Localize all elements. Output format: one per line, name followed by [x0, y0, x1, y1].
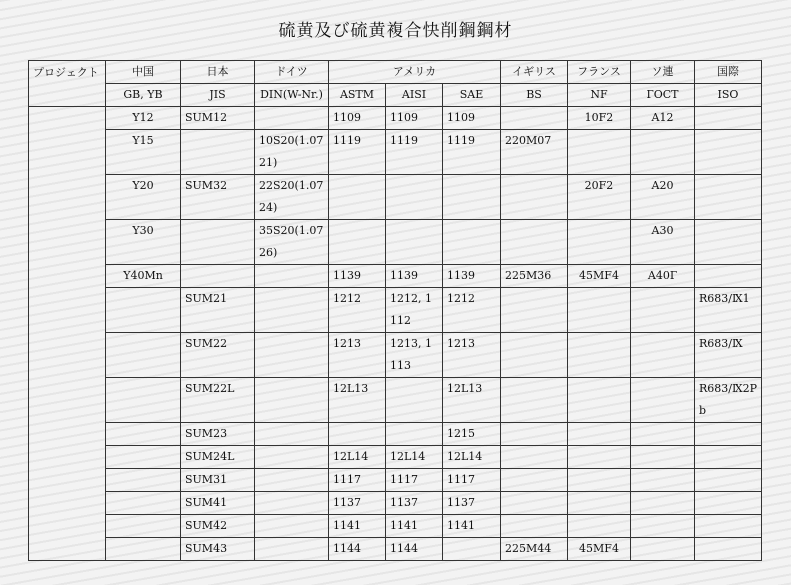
cell-gost	[631, 515, 695, 538]
cell-iso	[695, 446, 762, 469]
cell-gb	[106, 492, 181, 515]
project-column-blank	[29, 107, 106, 561]
cell-aisi	[386, 175, 443, 220]
cell-bs: 225M36	[501, 265, 568, 288]
cell-gost	[631, 130, 695, 175]
cell-iso: R683/Ⅸ2Pb	[695, 378, 762, 423]
subheader-sae: SAE	[443, 84, 501, 107]
cell-gost: A30	[631, 220, 695, 265]
cell-jis: SUM12	[181, 107, 255, 130]
cell-sae: 1212	[443, 288, 501, 333]
cell-nf	[568, 333, 631, 378]
header-uk: イギリス	[501, 61, 568, 84]
cell-gost	[631, 446, 695, 469]
page-title: 硫黄及び硫黄複合快削鋼鋼材	[278, 21, 513, 41]
subheader-bs: BS	[501, 84, 568, 107]
cell-astm: 1212	[329, 288, 386, 333]
cell-din	[255, 288, 329, 333]
cell-bs: 220M07	[501, 130, 568, 175]
table-row	[29, 515, 762, 538]
cell-bs	[501, 288, 568, 333]
cell-jis: SUM43	[181, 538, 255, 561]
cell-aisi: 1139	[386, 265, 443, 288]
table-row	[29, 423, 762, 446]
cell-nf	[568, 515, 631, 538]
cell-gost	[631, 492, 695, 515]
table-row	[29, 107, 762, 130]
cell-bs	[501, 446, 568, 469]
cell-astm	[329, 220, 386, 265]
cell-aisi: 12L14	[386, 446, 443, 469]
cell-sae: 1141	[443, 515, 501, 538]
cell-iso	[695, 220, 762, 265]
subheader-row	[29, 84, 762, 107]
cell-din	[255, 107, 329, 130]
cell-gost	[631, 423, 695, 446]
cell-jis: SUM21	[181, 288, 255, 333]
cell-bs	[501, 469, 568, 492]
cell-nf	[568, 130, 631, 175]
cell-din	[255, 538, 329, 561]
cell-sae: 1117	[443, 469, 501, 492]
cell-jis: SUM42	[181, 515, 255, 538]
cell-din	[255, 423, 329, 446]
cell-jis: SUM41	[181, 492, 255, 515]
header-intl: 国際	[695, 61, 762, 84]
header-row	[29, 61, 762, 84]
subheader-nf: NF	[568, 84, 631, 107]
steel-grade-table	[28, 60, 762, 561]
table-row	[29, 333, 762, 378]
cell-nf	[568, 469, 631, 492]
subheader-gost: ГОСТ	[631, 84, 695, 107]
cell-gost: A20	[631, 175, 695, 220]
cell-astm	[329, 423, 386, 446]
header-germany: ドイツ	[255, 61, 329, 84]
cell-jis: SUM32	[181, 175, 255, 220]
cell-astm: 1141	[329, 515, 386, 538]
header-ussr: ソ連	[631, 61, 695, 84]
cell-din	[255, 469, 329, 492]
header-china: 中国	[106, 61, 181, 84]
cell-nf	[568, 446, 631, 469]
cell-gb	[106, 423, 181, 446]
subheader-aisi: AISI	[386, 84, 443, 107]
cell-aisi: 1144	[386, 538, 443, 561]
cell-iso	[695, 469, 762, 492]
cell-din: 35S20(1.0726)	[255, 220, 329, 265]
cell-gost	[631, 333, 695, 378]
cell-din: 10S20(1.0721)	[255, 130, 329, 175]
cell-nf	[568, 492, 631, 515]
cell-gb: Y30	[106, 220, 181, 265]
subheader-jis: JIS	[181, 84, 255, 107]
cell-nf	[568, 378, 631, 423]
table-row	[29, 378, 762, 423]
cell-gost	[631, 378, 695, 423]
cell-jis: SUM23	[181, 423, 255, 446]
cell-aisi: 1213, 1113	[386, 333, 443, 378]
cell-sae: 1119	[443, 130, 501, 175]
cell-gost: A40Г	[631, 265, 695, 288]
cell-bs	[501, 175, 568, 220]
subheader-iso: ISO	[695, 84, 762, 107]
cell-bs	[501, 220, 568, 265]
cell-gb: Y40Mn	[106, 265, 181, 288]
cell-din	[255, 515, 329, 538]
cell-aisi: 1137	[386, 492, 443, 515]
cell-gost	[631, 538, 695, 561]
cell-iso	[695, 515, 762, 538]
cell-bs: 225M44	[501, 538, 568, 561]
table-row	[29, 492, 762, 515]
cell-nf	[568, 423, 631, 446]
cell-sae: 1137	[443, 492, 501, 515]
header-france: フランス	[568, 61, 631, 84]
cell-gb: Y15	[106, 130, 181, 175]
cell-aisi	[386, 378, 443, 423]
cell-jis: SUM31	[181, 469, 255, 492]
cell-jis	[181, 130, 255, 175]
cell-sae: 1139	[443, 265, 501, 288]
cell-astm: 12L13	[329, 378, 386, 423]
cell-gost: A12	[631, 107, 695, 130]
table-row	[29, 265, 762, 288]
cell-sae: 1213	[443, 333, 501, 378]
cell-iso	[695, 175, 762, 220]
cell-bs	[501, 333, 568, 378]
cell-iso	[695, 492, 762, 515]
cell-gost	[631, 288, 695, 333]
cell-sae	[443, 220, 501, 265]
cell-iso	[695, 107, 762, 130]
cell-iso: R683/Ⅸ1	[695, 288, 762, 333]
cell-astm: 1137	[329, 492, 386, 515]
cell-bs	[501, 378, 568, 423]
cell-astm: 1144	[329, 538, 386, 561]
cell-gb: Y20	[106, 175, 181, 220]
cell-aisi: 1141	[386, 515, 443, 538]
table-row	[29, 469, 762, 492]
cell-gb	[106, 446, 181, 469]
cell-sae: 1109	[443, 107, 501, 130]
subheader-astm: ASTM	[329, 84, 386, 107]
cell-jis: SUM22	[181, 333, 255, 378]
cell-nf	[568, 288, 631, 333]
cell-gost	[631, 469, 695, 492]
cell-astm: 1109	[329, 107, 386, 130]
cell-aisi: 1109	[386, 107, 443, 130]
cell-gb	[106, 515, 181, 538]
subheader-gb: GB, YB	[106, 84, 181, 107]
cell-bs	[501, 492, 568, 515]
cell-astm: 1213	[329, 333, 386, 378]
cell-jis: SUM22L	[181, 378, 255, 423]
cell-jis	[181, 220, 255, 265]
cell-astm: 1119	[329, 130, 386, 175]
cell-astm: 1139	[329, 265, 386, 288]
cell-sae	[443, 175, 501, 220]
cell-aisi: 1212, 1112	[386, 288, 443, 333]
table-row	[29, 220, 762, 265]
cell-din	[255, 492, 329, 515]
table-row	[29, 538, 762, 561]
cell-sae: 12L13	[443, 378, 501, 423]
table-row	[29, 130, 762, 175]
cell-nf: 45MF4	[568, 538, 631, 561]
cell-aisi: 1119	[386, 130, 443, 175]
cell-bs	[501, 423, 568, 446]
cell-nf: 45MF4	[568, 265, 631, 288]
cell-din	[255, 265, 329, 288]
table-row	[29, 446, 762, 469]
cell-bs	[501, 107, 568, 130]
cell-nf	[568, 220, 631, 265]
cell-iso	[695, 265, 762, 288]
cell-aisi	[386, 220, 443, 265]
cell-astm	[329, 175, 386, 220]
cell-gb	[106, 333, 181, 378]
cell-iso	[695, 130, 762, 175]
cell-din	[255, 378, 329, 423]
cell-gb	[106, 378, 181, 423]
cell-iso: R683/Ⅸ	[695, 333, 762, 378]
cell-iso	[695, 538, 762, 561]
cell-sae	[443, 538, 501, 561]
cell-iso	[695, 423, 762, 446]
cell-jis: SUM24L	[181, 446, 255, 469]
cell-jis	[181, 265, 255, 288]
cell-astm: 1117	[329, 469, 386, 492]
table-row	[29, 288, 762, 333]
cell-gb	[106, 538, 181, 561]
header-project: プロジェクト	[29, 61, 106, 107]
cell-gb	[106, 469, 181, 492]
cell-bs	[501, 515, 568, 538]
table-row	[29, 175, 762, 220]
cell-din	[255, 446, 329, 469]
cell-sae: 1215	[443, 423, 501, 446]
cell-nf: 10F2	[568, 107, 631, 130]
cell-aisi	[386, 423, 443, 446]
cell-din	[255, 333, 329, 378]
cell-astm: 12L14	[329, 446, 386, 469]
cell-din: 22S20(1.0724)	[255, 175, 329, 220]
cell-sae: 12L14	[443, 446, 501, 469]
header-japan: 日本	[181, 61, 255, 84]
header-usa: アメリカ	[329, 61, 501, 84]
cell-aisi: 1117	[386, 469, 443, 492]
cell-nf: 20F2	[568, 175, 631, 220]
cell-gb: Y12	[106, 107, 181, 130]
cell-gb	[106, 288, 181, 333]
subheader-din: DIN(W-Nr.)	[255, 84, 329, 107]
